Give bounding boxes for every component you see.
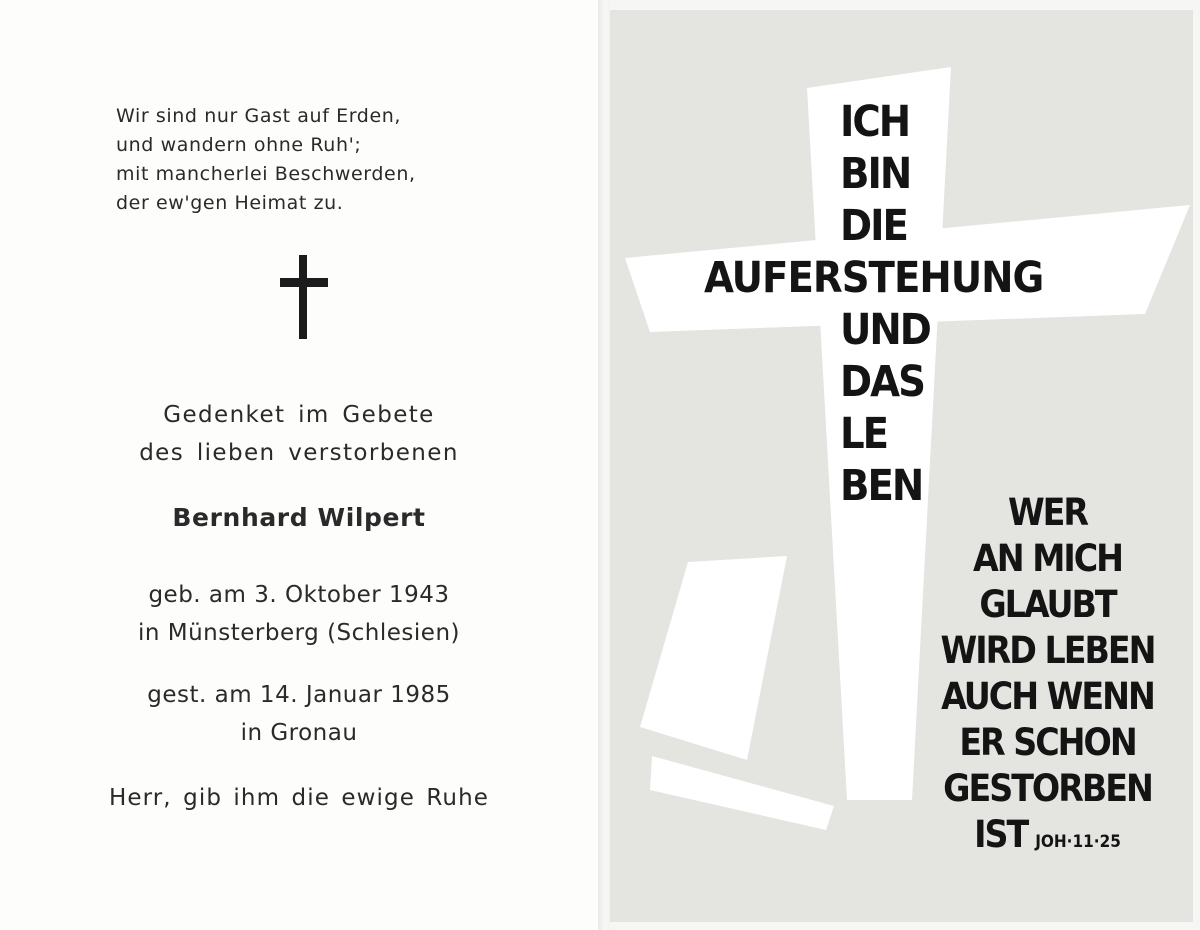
verse-inscription	[915, 490, 1180, 865]
bible-reference: JOH·11·25	[1035, 832, 1121, 852]
cross-line: ICH	[840, 97, 910, 147]
cross-line: DIE	[840, 201, 907, 251]
cross-line: BEN	[840, 461, 923, 511]
poem-line: mit mancherlei Beschwerden,	[116, 163, 416, 185]
birth-place: in Münsterberg (Schlesien)	[137, 620, 460, 646]
death-place: in Gronau	[240, 720, 358, 746]
verse-line: ER SCHON	[959, 721, 1136, 764]
ground-plank	[650, 756, 834, 830]
prayer-intro-line: Gedenket im Gebete	[163, 402, 435, 428]
poem-line: Wir sind nur Gast auf Erden,	[116, 105, 402, 127]
closing-prayer: Herr, gib ihm die ewige Ruhe	[108, 785, 490, 811]
deceased-name: Bernhard Wilpert	[172, 503, 426, 532]
verse-line: GESTORBEN	[943, 767, 1152, 810]
verse-line: IST	[974, 813, 1028, 856]
cross-line: LE	[840, 409, 888, 459]
cross-line: BIN	[840, 149, 911, 199]
cross-line: AUFERSTEHUNG	[704, 253, 1044, 303]
cross-inscription	[704, 96, 1044, 512]
death-date: gest. am 14. Januar 1985	[147, 682, 451, 708]
verse-line: AN MICH	[973, 537, 1122, 580]
fallen-plank	[640, 556, 787, 760]
poem-line: und wandern ohne Ruh';	[116, 134, 362, 156]
verse-line: GLAUBT	[979, 583, 1116, 626]
prayer-intro-line: des lieben verstorbenen	[139, 440, 459, 466]
birth-date: geb. am 3. Oktober 1943	[148, 582, 450, 608]
verse-line: WER	[1007, 491, 1088, 534]
verse-line: WIRD LEBEN	[940, 629, 1155, 672]
cross-line: UND	[840, 305, 930, 355]
verse-last-line	[915, 812, 1180, 865]
poem-line: der ew'gen Heimat zu.	[116, 192, 344, 214]
cross-line: DAS	[840, 357, 924, 407]
verse-line: AUCH WENN	[941, 675, 1154, 718]
